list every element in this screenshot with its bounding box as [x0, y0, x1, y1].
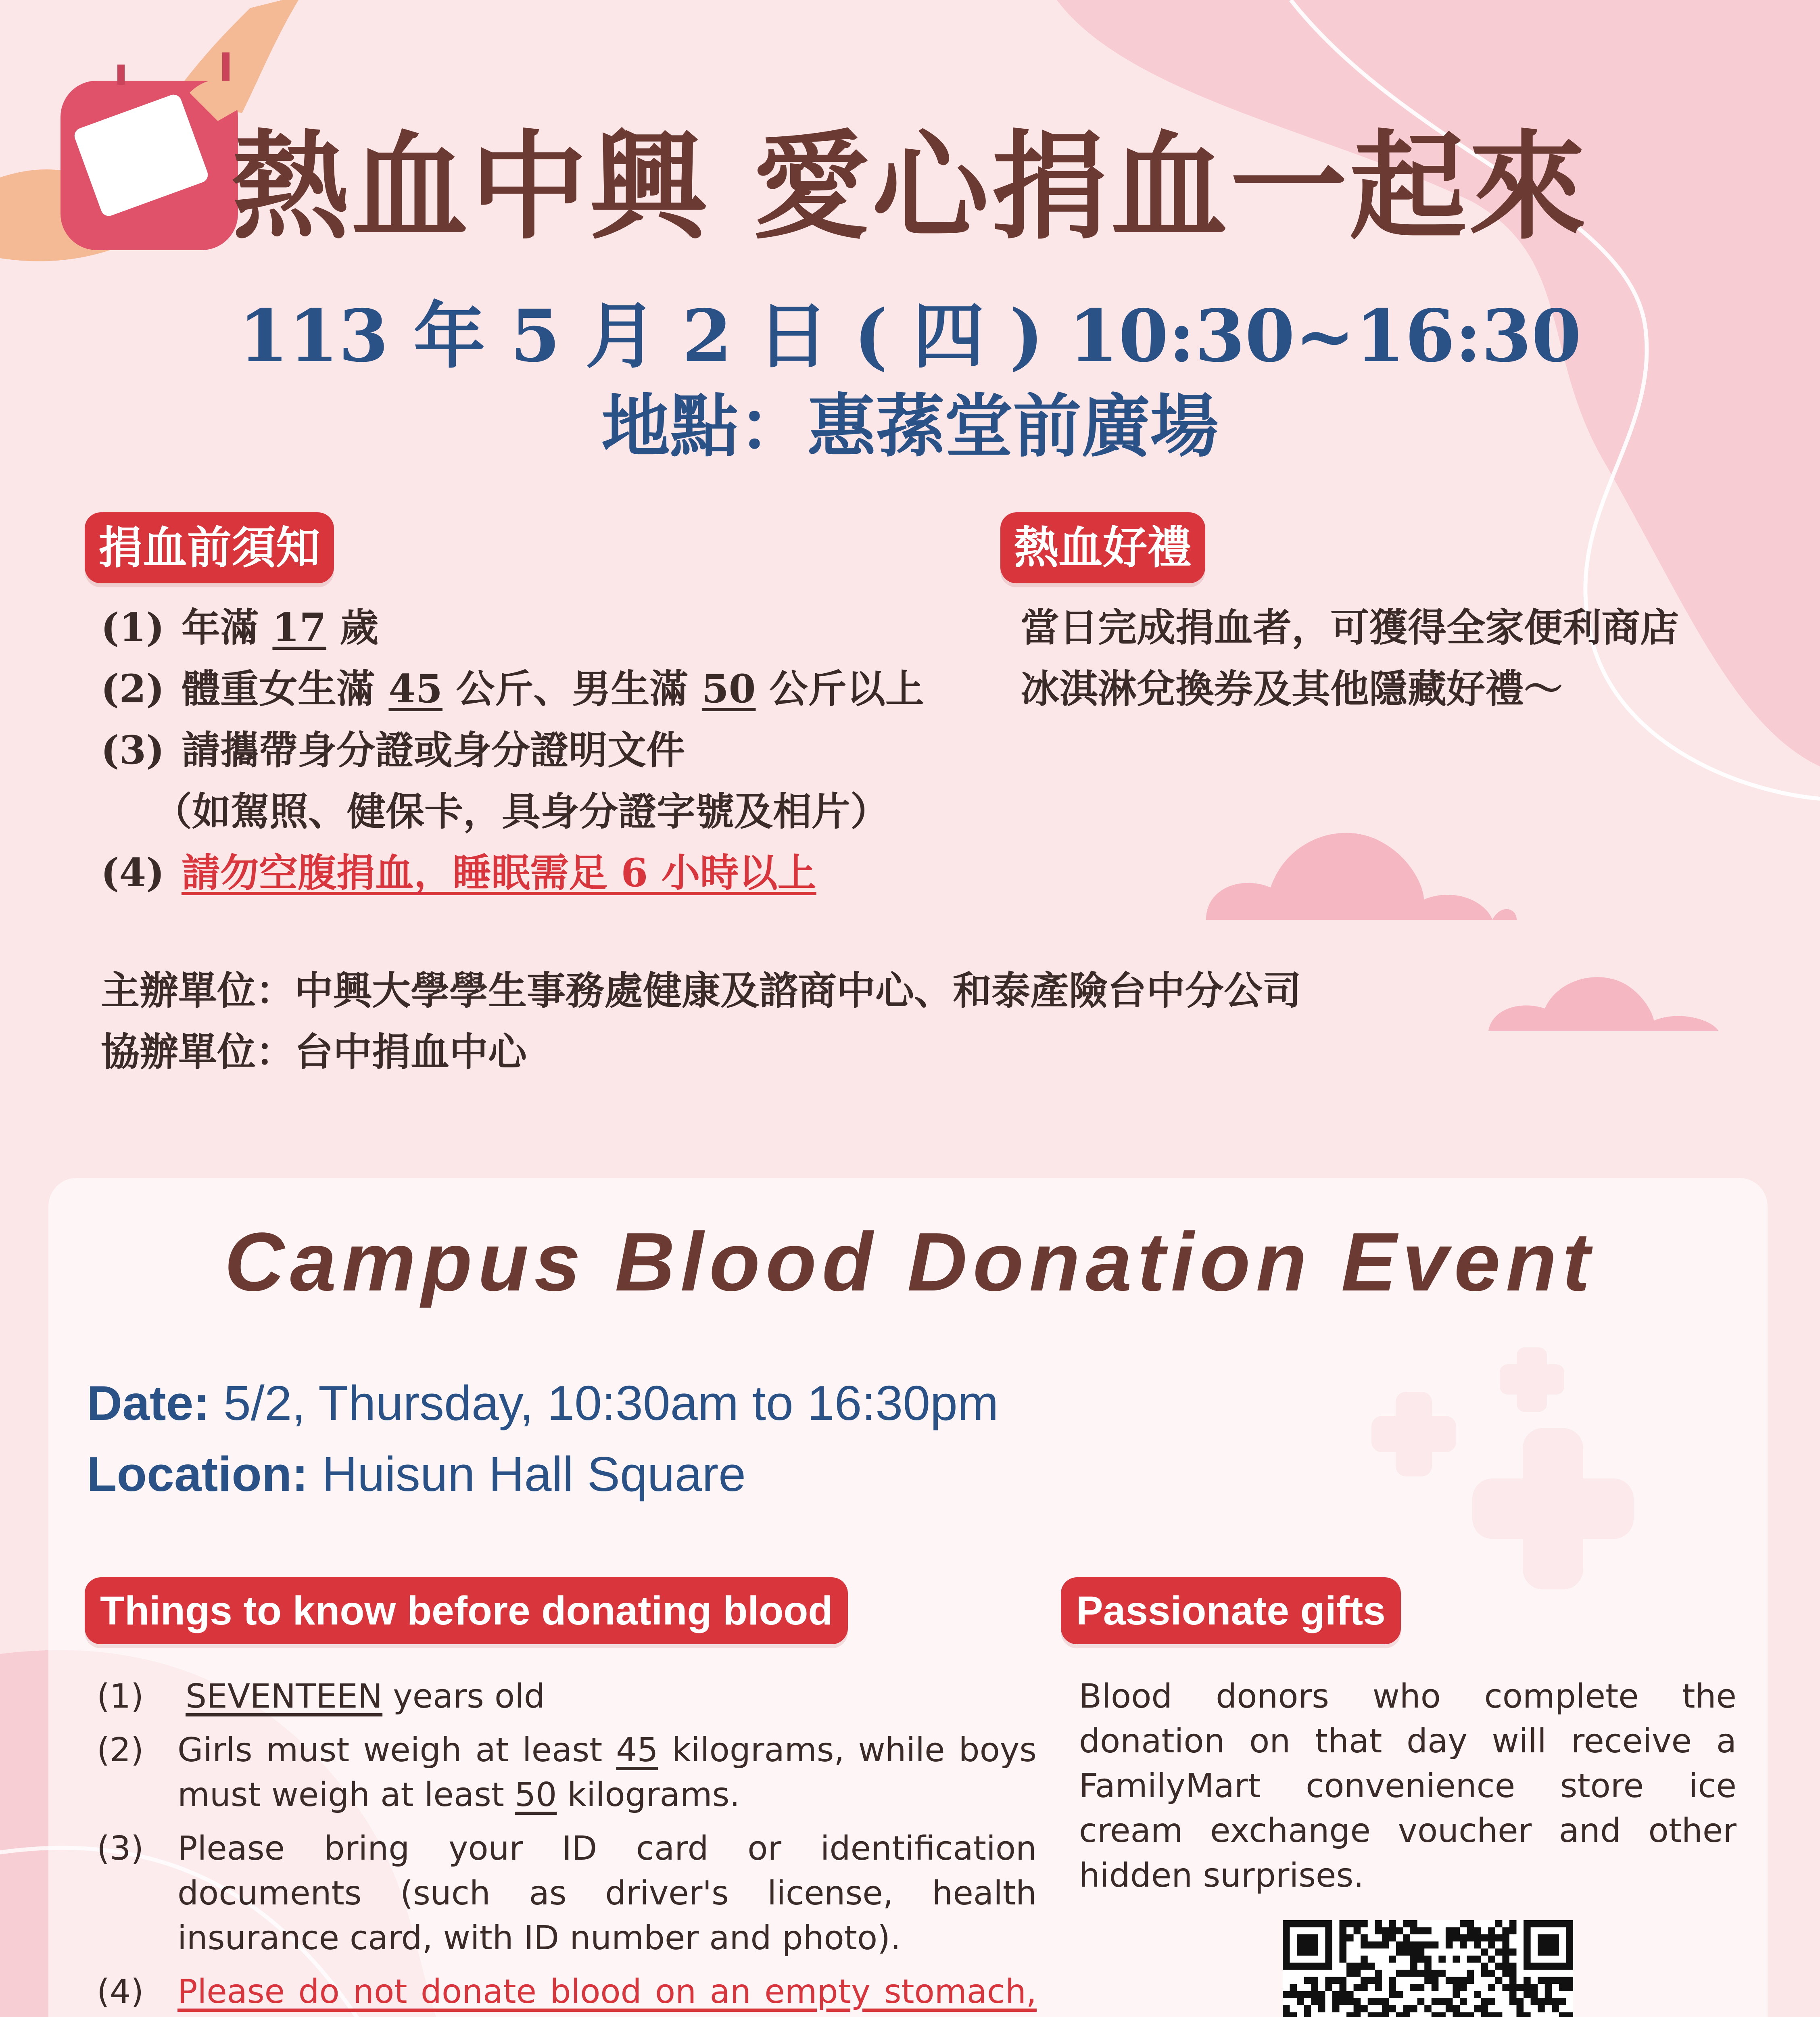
chinese-location: 地點：惠蓀堂前廣場	[601, 386, 1219, 467]
notice-cn-list	[101, 597, 924, 904]
weight-male-value: 50	[701, 666, 756, 712]
item-number: (2)	[97, 1731, 144, 1769]
date-label: Date:	[87, 1376, 210, 1430]
item-number: (1)	[101, 605, 165, 650]
weight-female-value: 45	[388, 666, 443, 712]
chinese-title: 熱血中興 愛心捐血一起來	[232, 118, 1588, 255]
english-date	[87, 1368, 999, 1439]
date-value: 5/2, Thursday, 10:30am to 16:30pm	[210, 1376, 999, 1430]
cloud-decoration-1	[1206, 833, 1517, 920]
gifts-cn-title-badge: 熱血好禮	[1000, 512, 1205, 583]
english-location	[87, 1439, 746, 1510]
chinese-date-time: 113 年 5 月 2 日 ( 四 ) 10:30~16:30	[238, 294, 1582, 378]
notice-cn-item-2	[101, 658, 924, 720]
gifts-en-text: Blood donors who complete the donation on that day will receive a FamilyMart convenience store ice cream exchange voucher and other hidden surprises.	[1079, 1677, 1737, 1895]
notice-cn-item-1	[101, 597, 924, 658]
notice-en-list	[97, 1674, 1037, 2017]
item-text: Girls must weigh at least	[177, 1731, 616, 1769]
cloud-decoration-2	[1488, 977, 1718, 1031]
co-organizer-cn: 協辦單位：台中捐血中心	[101, 1029, 527, 1075]
warning-text: 請勿空腹捐血，睡眠需足 6 小時以上	[182, 850, 816, 896]
gifts-cn-line-1: 當日完成捐血者，可獲得全家便利商店	[1021, 605, 1679, 650]
location-value: Huisun Hall Square	[308, 1447, 746, 1501]
item-text: Please bring your ID card or identification documents (such as driver's license, health insurance card, with ID number and photo).	[177, 1829, 1037, 1957]
host-organizer-cn: 主辦單位：中興大學學生事務處健康及諮商中心、和泰產險台中分公司	[101, 968, 1301, 1013]
weight-female-value: 45	[616, 1731, 658, 1769]
warning-text: Please do not donate blood on an empty stomach,	[177, 1973, 1037, 2011]
notice-en-item-1	[97, 1674, 1037, 1719]
item-number: (1)	[97, 1677, 144, 1716]
item-number: (4)	[101, 850, 165, 896]
item-text: 體重女生滿	[182, 666, 389, 712]
weight-male-value: 50	[515, 1776, 557, 1814]
notice-en-item-2	[97, 1728, 1037, 1817]
english-title: Campus Blood Donation Event	[224, 1215, 1596, 1308]
item-text: kilograms.	[557, 1776, 740, 1814]
age-value: 17	[272, 605, 327, 650]
notice-en-item-4	[97, 1969, 1037, 2017]
gifts-cn-line-2: 冰淇淋兌換券及其他隱藏好禮～	[1021, 666, 1563, 712]
item-text: 年滿	[182, 605, 273, 650]
item-text: years old	[382, 1677, 545, 1716]
age-value: SEVENTEEN	[186, 1677, 383, 1716]
qr-code-pattern	[1283, 1920, 1573, 2017]
notice-cn-item-3-detail	[101, 781, 924, 842]
item-number: (3)	[101, 727, 165, 773]
notice-cn-item-4	[101, 842, 924, 904]
location-label: Location:	[87, 1447, 308, 1501]
item-number: (3)	[97, 1829, 144, 1868]
item-text: 公斤以上	[756, 666, 924, 712]
notice-cn-title-badge: 捐血前須知	[85, 512, 334, 583]
item-text: 請攜帶身分證或身分證明文件	[182, 727, 685, 773]
notice-en-item-3	[97, 1826, 1037, 1961]
item-number: (4)	[97, 1973, 144, 2011]
item-number: (2)	[101, 666, 165, 712]
item-text: （如駕照、健保卡，具身分證字號及相片）	[153, 789, 889, 834]
notice-cn-item-3	[101, 720, 924, 781]
gifts-en-title-badge: Passionate gifts	[1061, 1577, 1401, 1644]
notice-en-title-badge: Things to know before donating blood	[85, 1577, 848, 1644]
item-text: kilograms, while boys must weigh at least	[177, 1731, 1037, 1814]
item-text: 歲	[326, 605, 379, 650]
item-text: 公斤、男生滿	[442, 666, 702, 712]
qr-code[interactable]	[1283, 1920, 1573, 2017]
